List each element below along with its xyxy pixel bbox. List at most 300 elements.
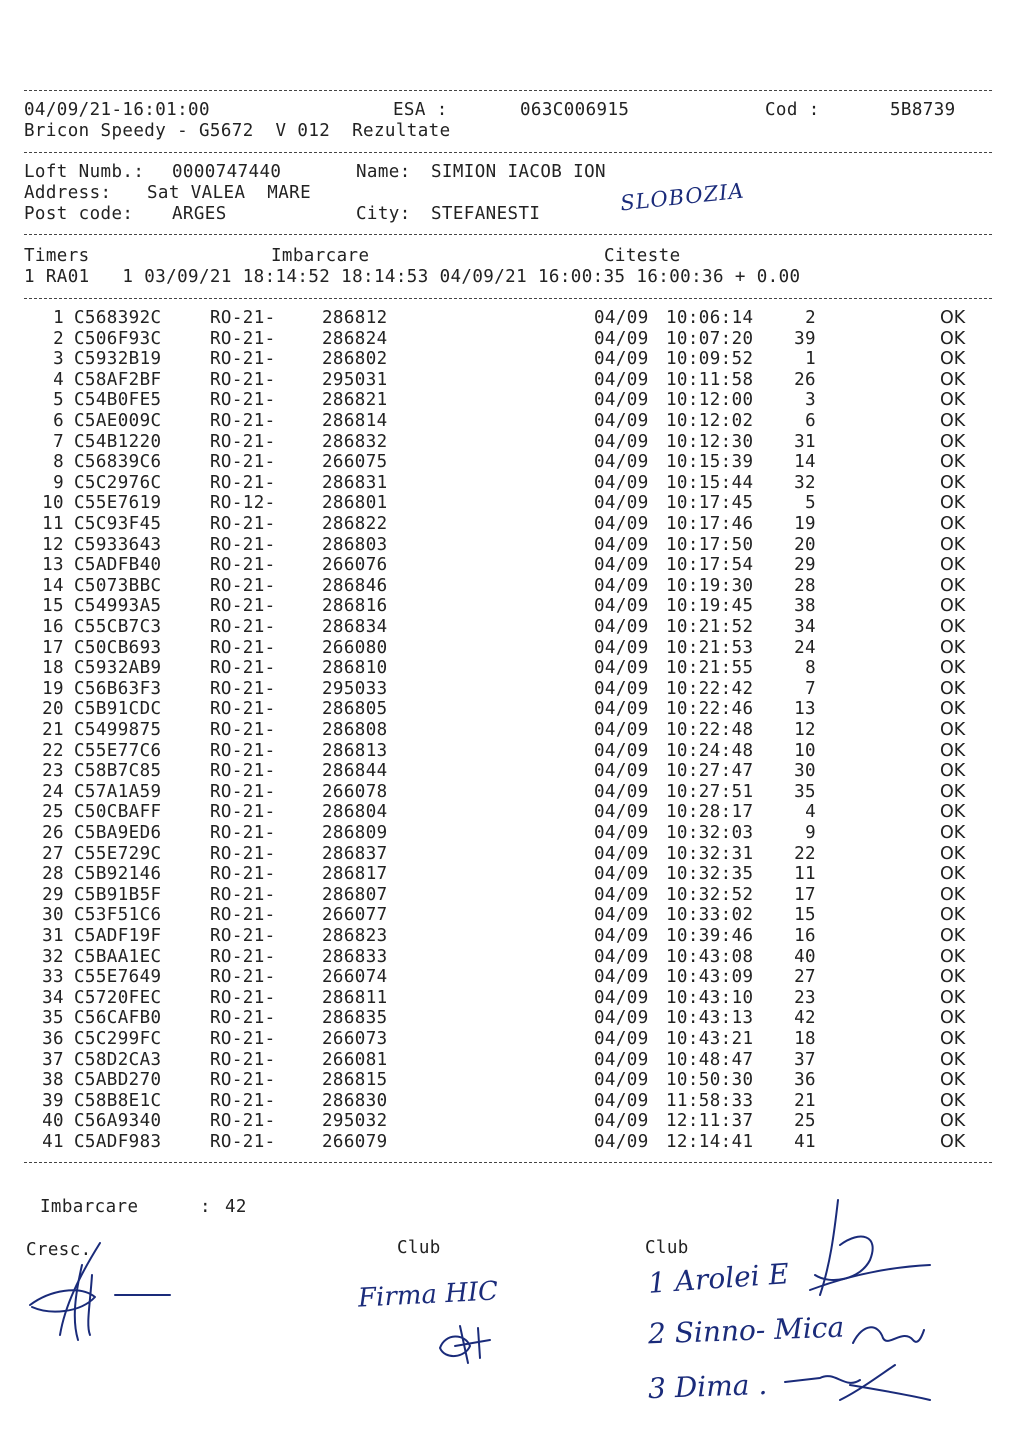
arrival-date: 04/09 [594,740,649,761]
position: 1 [805,349,816,370]
country-year: RO-21- [210,967,276,988]
status-ok: OK [940,555,966,576]
city-value: STEFANESTI [431,204,541,224]
arrival-time: 10:43:13 [666,1008,754,1029]
row-number: 4 [53,369,64,390]
pigeon-number: 286830 [322,1090,388,1111]
country-year: RO-21- [210,596,276,617]
divider [24,152,992,153]
arrival-date: 04/09 [594,431,649,452]
country-year: RO-21- [210,1029,276,1049]
row-number: 28 [42,864,64,885]
status-ok: OK [940,1049,966,1070]
arrival-time: 10:24:48 [666,740,754,761]
position: 25 [794,1111,816,1132]
name-label: Name: [356,162,411,182]
ring-code: C5ADFB40 [74,555,162,576]
citeste-title: Citeste [604,246,681,266]
position: 14 [794,452,816,473]
arrival-date: 04/09 [594,823,649,843]
country-year: RO-21- [210,390,276,411]
pigeon-number: 286804 [322,802,388,823]
arrival-date: 04/09 [594,905,649,926]
position: 39 [794,328,816,349]
status-ok: OK [940,967,966,988]
country-year: RO-21- [210,884,276,905]
pigeon-number: 286814 [322,411,388,431]
arrival-date: 04/09 [594,1111,649,1132]
pigeon-number: 286833 [322,946,388,967]
arrival-time: 10:09:52 [666,349,754,370]
arrival-time: 10:27:51 [666,781,754,802]
ring-code: C568392C [74,308,162,328]
arrival-time: 10:12:00 [666,390,754,411]
table-row [0,432,1024,453]
arrival-time: 10:50:30 [666,1070,754,1091]
row-number: 8 [53,452,64,473]
status-ok: OK [940,349,966,370]
ring-code: C5C93F45 [74,514,162,534]
table-row [0,782,1024,803]
pigeon-number: 286808 [322,720,388,740]
country-year: RO-21- [210,1090,276,1111]
divider [24,90,992,91]
country-year: RO-21- [210,1070,276,1091]
arrival-date: 04/09 [594,1008,649,1029]
country-year: RO-21- [210,1111,276,1132]
ring-code: C5932AB9 [74,658,162,679]
position: 8 [805,658,816,679]
position: 6 [805,411,816,431]
ring-code: C55E77C6 [74,740,162,761]
table-row [0,370,1024,391]
status-ok: OK [940,1090,966,1111]
table-row [0,926,1024,947]
ring-code: C506F93C [74,328,162,349]
row-number: 32 [42,946,64,967]
table-row [0,761,1024,782]
status-ok: OK [940,452,966,473]
position: 24 [794,637,816,658]
arrival-time: 10:15:44 [666,472,754,493]
country-year: RO-21- [210,555,276,576]
pigeon-number: 266074 [322,967,388,988]
status-ok: OK [940,328,966,349]
status-ok: OK [940,575,966,596]
status-ok: OK [940,411,966,431]
cod-label: Cod : [765,100,820,120]
status-ok: OK [940,1111,966,1132]
pigeon-number: 266079 [322,1132,388,1152]
table-row [0,988,1024,1009]
pigeon-number: 286831 [322,472,388,493]
country-year: RO-21- [210,761,276,782]
pigeon-number: 286821 [322,390,388,411]
arrival-date: 04/09 [594,987,649,1008]
ring-code: C5499875 [74,720,162,740]
table-row [0,1008,1024,1029]
country-year: RO-21- [210,926,276,946]
row-number: 20 [42,699,64,720]
ring-code: C53F51C6 [74,905,162,926]
table-row [0,802,1024,823]
arrival-time: 10:32:52 [666,884,754,905]
ring-code: C5720FEC [74,987,162,1008]
status-ok: OK [940,823,966,843]
position: 3 [805,390,816,411]
country-year: RO-21- [210,740,276,761]
pigeon-number: 266073 [322,1029,388,1049]
position: 21 [794,1090,816,1111]
divider [24,1162,992,1163]
table-row [0,741,1024,762]
divider [24,298,992,299]
country-year: RO-21- [210,843,276,864]
cod-value: 5B8739 [890,100,956,120]
country-year: RO-21- [210,431,276,452]
row-number: 3 [53,349,64,370]
timers-title: Timers [24,246,90,266]
row-number: 37 [42,1049,64,1070]
status-ok: OK [940,781,966,802]
table-row [0,1091,1024,1112]
loft-number: 0000747440 [172,162,282,182]
arrival-date: 04/09 [594,802,649,823]
table-row [0,638,1024,659]
status-ok: OK [940,493,966,514]
arrival-date: 04/09 [594,761,649,782]
handwritten-locality: SLOBOZIA [619,178,746,216]
arrival-time: 10:32:03 [666,823,754,843]
pigeon-number: 295032 [322,1111,388,1132]
ring-code: C56B63F3 [74,678,162,699]
loft-label: Loft Numb.: [24,162,145,182]
row-number: 27 [42,843,64,864]
arrival-date: 04/09 [594,699,649,720]
ring-code: C57A1A59 [74,781,162,802]
arrival-time: 10:06:14 [666,308,754,328]
position: 35 [794,781,816,802]
ring-code: C54B0FE5 [74,390,162,411]
row-number: 14 [42,575,64,596]
pigeon-number: 286823 [322,926,388,946]
country-year: RO-21- [210,658,276,679]
arrival-date: 04/09 [594,369,649,390]
status-ok: OK [940,431,966,452]
row-number: 9 [53,472,64,493]
ring-code: C56CAFB0 [74,1008,162,1029]
pigeon-number: 286809 [322,823,388,843]
arrival-date: 04/09 [594,472,649,493]
table-row [0,308,1024,329]
position: 32 [794,472,816,493]
position: 5 [805,493,816,514]
arrival-time: 10:21:53 [666,637,754,658]
arrival-date: 04/09 [594,843,649,864]
status-ok: OK [940,472,966,493]
status-ok: OK [940,905,966,926]
table-row [0,329,1024,350]
status-ok: OK [940,864,966,885]
status-ok: OK [940,1070,966,1091]
arrival-date: 04/09 [594,678,649,699]
arrival-time: 10:19:30 [666,575,754,596]
arrival-date: 04/09 [594,452,649,473]
pigeon-number: 286822 [322,514,388,534]
position: 41 [794,1132,816,1152]
arrival-date: 04/09 [594,617,649,637]
ring-code: C58D2CA3 [74,1049,162,1070]
row-number: 13 [42,555,64,576]
arrival-date: 04/09 [594,1049,649,1070]
arrival-time: 10:07:20 [666,328,754,349]
pigeon-number: 266078 [322,781,388,802]
pigeon-number: 286803 [322,534,388,555]
table-row [0,349,1024,370]
row-number: 10 [42,493,64,514]
fancier-name: SIMION IACOB ION [431,162,606,182]
pigeon-number: 295031 [322,369,388,390]
status-ok: OK [940,637,966,658]
ring-code: C55E7649 [74,967,162,988]
table-row [0,658,1024,679]
status-ok: OK [940,987,966,1008]
ring-code: C56A9340 [74,1111,162,1132]
arrival-time: 10:43:08 [666,946,754,967]
country-year: RO-21- [210,452,276,473]
arrival-date: 04/09 [594,575,649,596]
ring-code: C5B91B5F [74,884,162,905]
arrival-date: 04/09 [594,967,649,988]
row-number: 1 [53,308,64,328]
country-year: RO-21- [210,637,276,658]
arrival-time: 12:14:41 [666,1132,754,1152]
arrival-date: 04/09 [594,1070,649,1091]
row-number: 21 [42,720,64,740]
row-number: 5 [53,390,64,411]
row-number: 38 [42,1070,64,1091]
row-number: 26 [42,823,64,843]
country-year: RO-21- [210,1132,276,1152]
country-year: RO-21- [210,987,276,1008]
row-number: 23 [42,761,64,782]
ring-code: C54993A5 [74,596,162,617]
position: 42 [794,1008,816,1029]
club2-member-2: 2 Sinno- Mica [647,1310,845,1351]
row-number: 6 [53,411,64,431]
ring-code: C58AF2BF [74,369,162,390]
pigeon-number: 266077 [322,905,388,926]
ring-code: C5932B19 [74,349,162,370]
arrival-date: 04/09 [594,946,649,967]
row-number: 12 [42,534,64,555]
table-row [0,699,1024,720]
table-row [0,390,1024,411]
country-year: RO-21- [210,720,276,740]
ring-code: C5C2976C [74,472,162,493]
country-year: RO-21- [210,575,276,596]
table-row [0,1070,1024,1091]
position: 22 [794,843,816,864]
arrival-date: 04/09 [594,534,649,555]
status-ok: OK [940,761,966,782]
table-row [0,411,1024,432]
pigeon-number: 286846 [322,575,388,596]
ring-code: C55E7619 [74,493,162,514]
pigeon-number: 286805 [322,699,388,720]
row-number: 22 [42,740,64,761]
arrival-time: 10:17:54 [666,555,754,576]
table-row [0,720,1024,741]
arrival-time: 10:28:17 [666,802,754,823]
status-ok: OK [940,1029,966,1049]
row-number: 7 [53,431,64,452]
table-row [0,452,1024,473]
position: 18 [794,1029,816,1049]
status-ok: OK [940,1008,966,1029]
ring-code: C50CB693 [74,637,162,658]
position: 4 [805,802,816,823]
arrival-date: 04/09 [594,596,649,617]
table-row [0,555,1024,576]
arrival-time: 10:48:47 [666,1049,754,1070]
country-year: RO-21- [210,514,276,534]
position: 37 [794,1049,816,1070]
table-row [0,473,1024,494]
table-row [0,514,1024,535]
country-year: RO-21- [210,802,276,823]
arrival-date: 04/09 [594,390,649,411]
arrival-time: 10:17:46 [666,514,754,534]
country-year: RO-21- [210,864,276,885]
status-ok: OK [940,699,966,720]
address-value: Sat VALEA MARE [147,183,312,203]
pigeon-number: 286813 [322,740,388,761]
table-row [0,617,1024,638]
ring-code: C55CB7C3 [74,617,162,637]
position: 26 [794,369,816,390]
row-number: 19 [42,678,64,699]
print-datetime: 04/09/21-16:01:00 [24,100,210,120]
ring-code: C54B1220 [74,431,162,452]
ring-code: C5BAA1EC [74,946,162,967]
status-ok: OK [940,740,966,761]
program-line: Bricon Speedy - G5672 V 012 Rezultate [24,121,451,141]
ring-code: C50CBAFF [74,802,162,823]
arrival-time: 10:22:48 [666,720,754,740]
table-row [0,596,1024,617]
club2-signature-3 [780,1360,940,1410]
row-number: 2 [53,328,64,349]
row-number: 30 [42,905,64,926]
arrival-time: 10:21:55 [666,658,754,679]
table-row [0,905,1024,926]
position: 23 [794,987,816,1008]
club2-label: Club [645,1238,689,1258]
country-year: RO-21- [210,1008,276,1029]
club1-handwriting: Firma HIC [357,1276,499,1314]
table-row [0,576,1024,597]
table-row [0,535,1024,556]
status-ok: OK [940,843,966,864]
pigeon-number: 286812 [322,308,388,328]
esa-label: ESA : [393,100,448,120]
arrival-date: 04/09 [594,637,649,658]
arrival-time: 10:15:39 [666,452,754,473]
club2-signature-1 [790,1195,940,1305]
row-number: 31 [42,926,64,946]
arrival-time: 10:22:42 [666,678,754,699]
arrival-time: 12:11:37 [666,1111,754,1132]
country-year: RO-21- [210,946,276,967]
position: 20 [794,534,816,555]
pigeon-number: 286816 [322,596,388,617]
status-ok: OK [940,617,966,637]
country-year: RO-21- [210,328,276,349]
ring-code: C5073BBC [74,575,162,596]
row-number: 36 [42,1029,64,1049]
position: 30 [794,761,816,782]
ring-code: C58B7C85 [74,761,162,782]
country-year: RO-12- [210,493,276,514]
ring-code: C58B8E1C [74,1090,162,1111]
pigeon-number: 266080 [322,637,388,658]
arrival-time: 10:17:50 [666,534,754,555]
row-number: 34 [42,987,64,1008]
table-row [0,1111,1024,1132]
table-row [0,1029,1024,1050]
position: 12 [794,720,816,740]
position: 11 [794,864,816,885]
table-row [0,1132,1024,1153]
arrival-date: 04/09 [594,781,649,802]
arrival-time: 10:12:02 [666,411,754,431]
arrival-date: 04/09 [594,308,649,328]
arrival-date: 04/09 [594,884,649,905]
ring-code: C5BA9ED6 [74,823,162,843]
row-number: 40 [42,1111,64,1132]
pigeon-number: 286802 [322,349,388,370]
arrival-time: 11:58:33 [666,1090,754,1111]
pigeon-number: 286811 [322,987,388,1008]
row-number: 18 [42,658,64,679]
postcode-value: ARGES [172,204,227,224]
position: 17 [794,884,816,905]
pigeon-number: 266076 [322,555,388,576]
status-ok: OK [940,884,966,905]
ring-code: C55E729C [74,843,162,864]
status-ok: OK [940,802,966,823]
arrival-time: 10:17:45 [666,493,754,514]
country-year: RO-21- [210,534,276,555]
arrival-time: 10:43:21 [666,1029,754,1049]
row-number: 16 [42,617,64,637]
pigeon-number: 286817 [322,864,388,885]
country-year: RO-21- [210,349,276,370]
table-row [0,493,1024,514]
status-ok: OK [940,658,966,679]
arrival-time: 10:32:31 [666,843,754,864]
position: 40 [794,946,816,967]
table-row [0,1050,1024,1071]
position: 34 [794,617,816,637]
ring-code: C5AE009C [74,411,162,431]
club2-member-3: 3 Dima . [647,1367,768,1406]
position: 2 [805,308,816,328]
pigeon-number: 286837 [322,843,388,864]
row-number: 39 [42,1090,64,1111]
status-ok: OK [940,678,966,699]
